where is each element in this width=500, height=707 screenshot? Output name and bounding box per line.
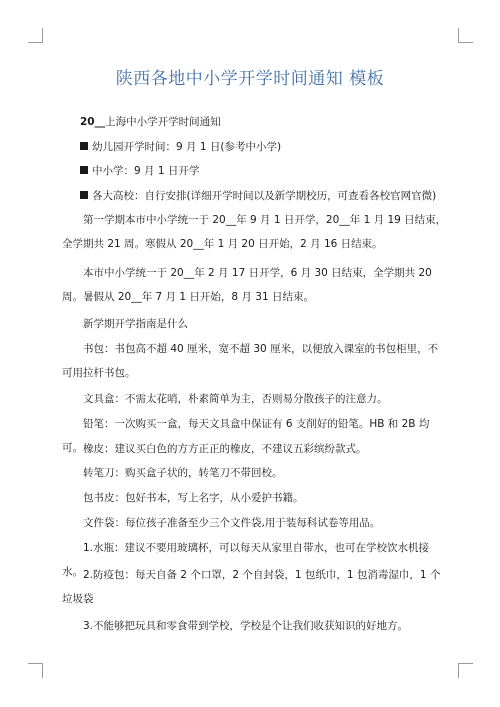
school-line bbox=[80, 159, 448, 183]
heading-line bbox=[62, 110, 448, 134]
paragraph-pencil-case: 文具盒：不需太花哨，朴素简单为主，否则易分散孩子的注意力。 bbox=[83, 393, 388, 405]
square-bullet-icon bbox=[80, 142, 88, 150]
paragraph-guide-heading: 新学期开学指南是什么 bbox=[83, 318, 188, 330]
paragraph-folder: 文件袋：每位孩子准备至少三个文件袋,用于装每科试卷等用品。 bbox=[83, 517, 381, 529]
document-title: 陕西各地中小学开学时间通知 模板 bbox=[115, 69, 385, 89]
paragraph-toys-snacks: 3.不能够把玩具和零食带到学校，学校是个让我们收获知识的好地方。 bbox=[83, 620, 409, 632]
crop-mark-bottom-right bbox=[458, 663, 473, 678]
paragraph-pencil: 铅笔：一次购买一盒，每天文具盒中保证有 6 支削好的铅笔。HB 和 2B 均可。 bbox=[62, 418, 430, 454]
university-line bbox=[80, 184, 460, 208]
school-text: 中小学：9 月 1 日开学 bbox=[92, 165, 200, 177]
crop-mark-top-left bbox=[28, 28, 43, 43]
paragraph-first-term: 第一学期本市中小学统一于 20__年 9 月 1 日开学，20__年 1 月 19 日结束，全学期共 21 周。寒假从 20__年 1 月 20 日开始，2 月 16 日结束。 bbox=[62, 214, 447, 250]
paragraph-eraser: 橡皮：建议买白色的方方正正的橡皮，不建议五彩缤纷款式。 bbox=[83, 443, 367, 455]
paragraph-book-cover: 包书皮：包好书本，写上名字，从小爱护书籍。 bbox=[83, 492, 304, 504]
heading-text: 上海中小学开学时间通知 bbox=[105, 116, 221, 128]
paragraph-sharpener: 转笔刀：购买盒子状的，转笔刀不带回校。 bbox=[83, 467, 283, 479]
year-placeholder: 20__ bbox=[80, 116, 106, 128]
university-text: 各大高校：自行安排(详细开学时间以及新学期校历，可查看各校官网官微) bbox=[92, 190, 437, 202]
paragraph-second-term: 本市中小学统一于 20__年 2 月 17 日开学，6 月 30 日结束，全学期共 20 周。暑假从 20__年 7 月 1 日开始，8 月 31 日结束。 bbox=[62, 267, 432, 303]
square-bullet-icon bbox=[80, 191, 88, 199]
paragraph-epidemic-kit: 2.防疫包：每天自备 2 个口罩，2 个自封袋，1 包纸巾，1 包消毒湿巾，1 个垃圾袋 bbox=[62, 569, 441, 605]
crop-mark-top-right bbox=[458, 28, 473, 43]
crop-mark-bottom-left bbox=[28, 663, 43, 678]
paragraph-schoolbag: 书包：书包高不超 40 厘米，宽不超 30 厘米，以便放入课室的书包柜里，不可用拉杆书包。 bbox=[62, 343, 439, 379]
paragraph-water-bottle: 1.水瓶：建议不要用玻璃杯，可以每天从家里自带水，也可在学校饮水机接水。 bbox=[62, 542, 430, 578]
kindergarten-line bbox=[80, 135, 448, 159]
kindergarten-text: 幼儿园开学时间：9 月 1 日(参考中小学) bbox=[92, 141, 282, 153]
square-bullet-icon bbox=[80, 166, 88, 174]
